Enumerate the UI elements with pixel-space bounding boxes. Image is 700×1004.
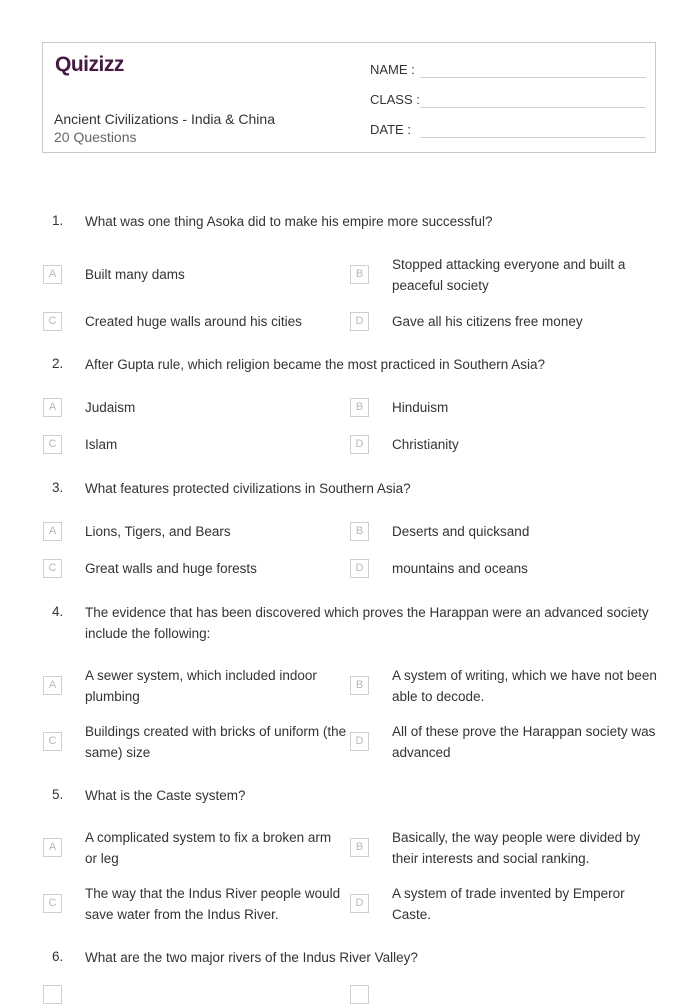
option-b-box[interactable]: B	[350, 676, 369, 695]
question-number: 2.	[52, 356, 64, 371]
option-d-text: Gave all his citizens free money	[392, 314, 583, 329]
option-b-box[interactable]: B	[350, 398, 369, 417]
date-label: DATE :	[370, 122, 411, 137]
worksheet-header	[42, 42, 656, 153]
option-a-text: Built many dams	[85, 267, 185, 282]
question-count: 20 Questions	[54, 129, 137, 145]
question-number: 5.	[52, 787, 64, 802]
option-c-box[interactable]: C	[43, 559, 62, 578]
question-text: What features protected civilizations in Southern Asia?	[85, 481, 411, 496]
option-a-box[interactable]: A	[43, 676, 62, 695]
option-c-box[interactable]: C	[43, 312, 62, 331]
option-d-box[interactable]: D	[350, 732, 369, 751]
option-a-text: A complicated system to fix a broken arm or leg	[85, 830, 332, 866]
question-number: 3.	[52, 480, 64, 495]
class-label: CLASS :	[370, 92, 420, 107]
option-d-box[interactable]: D	[350, 559, 369, 578]
date-line	[420, 137, 646, 138]
date-field[interactable]	[370, 119, 646, 139]
option-b-text: Stopped attacking everyone and built a peaceful society	[392, 257, 626, 293]
question-text: What was one thing Asoka did to make his empire more successful?	[85, 214, 493, 229]
option-b-box[interactable]	[350, 985, 369, 1004]
option-c-text: Great walls and huge forests	[85, 561, 257, 576]
option-b-text: Hinduism	[392, 400, 449, 415]
option-d-text: A system of trade invented by Emperor Caste.	[392, 886, 625, 922]
option-a-text: Judaism	[85, 400, 136, 415]
question-text: What are the two major rivers of the Indus River Valley?	[85, 950, 418, 965]
option-a-box[interactable]: A	[43, 522, 62, 541]
option-d-box[interactable]: D	[350, 894, 369, 913]
quizizz-logo: Quizizz	[55, 53, 124, 76]
option-b-box[interactable]: B	[350, 838, 369, 857]
question-text: After Gupta rule, which religion became the most practiced in Southern Asia?	[85, 357, 545, 372]
class-field[interactable]	[370, 89, 646, 109]
option-c-text: The way that the Indus River people would save water from the Indus River.	[85, 886, 341, 922]
option-b-text: Deserts and quicksand	[392, 524, 530, 539]
option-b-box[interactable]: B	[350, 265, 369, 284]
option-c-box[interactable]: C	[43, 894, 62, 913]
name-field[interactable]	[370, 59, 646, 79]
option-c-box[interactable]: C	[43, 732, 62, 751]
class-line	[420, 107, 646, 108]
question-number: 6.	[52, 949, 64, 964]
option-b-box[interactable]: B	[350, 522, 369, 541]
option-d-text: mountains and oceans	[392, 561, 528, 576]
option-b-text: Basically, the way people were divided by their interests and social ranking.	[392, 830, 641, 866]
option-a-box[interactable]: A	[43, 838, 62, 857]
option-d-box[interactable]: D	[350, 435, 369, 454]
question-number: 1.	[52, 213, 64, 228]
name-label: NAME :	[370, 62, 415, 77]
name-line	[420, 77, 646, 78]
option-c-text: Created huge walls around his cities	[85, 314, 302, 329]
option-a-box[interactable]: A	[43, 265, 62, 284]
option-a-text: Lions, Tigers, and Bears	[85, 524, 231, 539]
worksheet-title: Ancient Civilizations - India & China	[54, 111, 275, 127]
option-c-text: Islam	[85, 437, 118, 452]
option-c-text: Buildings created with bricks of uniform (the same) size	[85, 724, 347, 760]
option-d-box[interactable]: D	[350, 312, 369, 331]
option-a-text: A sewer system, which included indoor plumbing	[85, 668, 317, 704]
option-a-box[interactable]	[43, 985, 62, 1004]
question-number: 4.	[52, 604, 64, 619]
question-text: What is the Caste system?	[85, 788, 246, 803]
option-a-box[interactable]: A	[43, 398, 62, 417]
option-d-text: All of these prove the Harappan society was advanced	[392, 724, 656, 760]
question-text: The evidence that has been discovered which proves the Harappan were an advanced society include the following:	[85, 605, 649, 641]
option-d-text: Christianity	[392, 437, 459, 452]
option-b-text: A system of writing, which we have not been able to decode.	[392, 668, 657, 704]
option-c-box[interactable]: C	[43, 435, 62, 454]
